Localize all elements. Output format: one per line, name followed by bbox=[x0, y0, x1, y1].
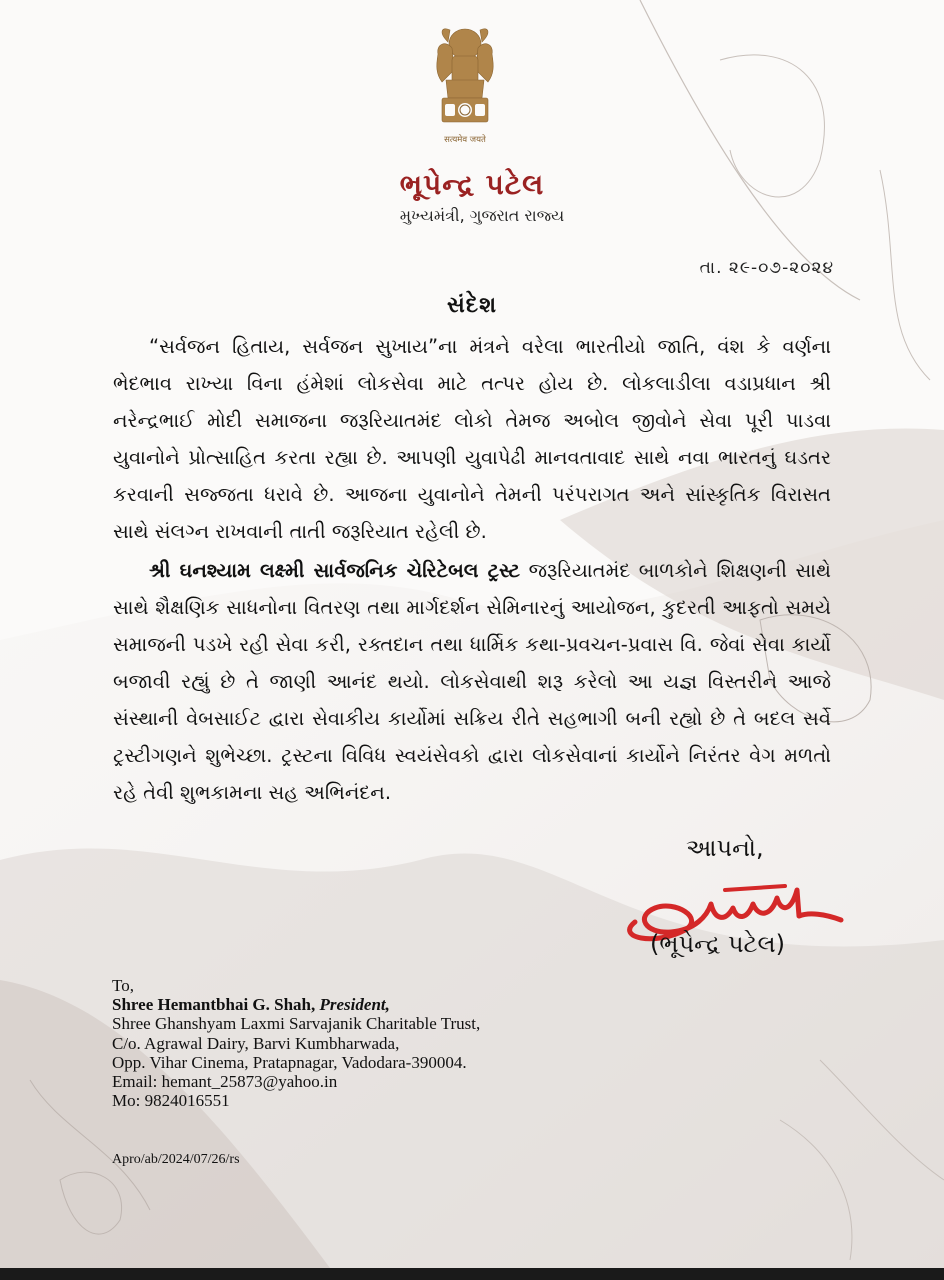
paragraph-1: “સર્વજન હિતાય, સર્વજન સુખાય”ના મંત્રને વરેલા ભારતીયો જાતિ, વંશ કે વર્ણના ભેદભાવ રાખ્યા વિના હંમેશાં લોકસેવા માટે તત્પર હોય છે. લોકલાડીલા વડાપ્રધાન શ્રી નરેન્દ્રભાઈ મોદી સમાજના જરૂરિયાતમંદ લોકો તેમજ અબોલ જીવોને સેવા પૂરી પાડવા યુવાનોને પ્રોત્સાહિત કરતા રહ્યા છે. આપણી યુવાપેઢી માનવતાવાદ સાથે નવા ભારતનું ઘડતર કરવાની સજ્જતા ધરાવે છે. આજના યુવાનોને તેમની પરંપરાગત અને સાંસ્કૃતિક વિરાસત સાથે સંલગ્ન રાખવાની તાતી જરૂરિયાત રહેલી છે. bbox=[113, 335, 831, 543]
address-line-2: C/o. Agrawal Dairy, Barvi Kumbharwada, bbox=[112, 1033, 400, 1053]
letter-date: તા. ૨૯-૦૭-૨૦૨૪ bbox=[699, 258, 834, 278]
recipient-designation: President, bbox=[319, 995, 390, 1015]
address-line-1: Shree Ghanshyam Laxmi Sarvajanik Charitable Trust, bbox=[112, 1014, 481, 1034]
recipient-name: Shree Hemantbhai G. Shah, bbox=[112, 995, 316, 1015]
trust-name: શ્રી ઘનશ્યામ લક્ષ્મી સાર્વજનિક ચેરિટેબલ ટ્રસ્ટ bbox=[149, 559, 521, 582]
signatory-name: (ભૂપેન્દ્ર પટેલ) bbox=[650, 930, 786, 958]
address-line-3: Opp. Vihar Cinema, Pratapnagar, Vadodara-390004. bbox=[112, 1052, 467, 1072]
sender-name: ભૂપેન્દ્ર પટેલ bbox=[399, 168, 545, 201]
address-to: To, bbox=[112, 976, 134, 995]
reference-number: Apro/ab/2024/07/26/rs bbox=[112, 1152, 240, 1167]
letter-body bbox=[113, 328, 831, 811]
recipient-address bbox=[112, 976, 480, 1110]
emblem-motto: सत्यमेव जयते bbox=[444, 135, 486, 145]
recipient-mobile: Mo: 9824016551 bbox=[112, 1091, 230, 1111]
recipient-name-line bbox=[112, 995, 480, 1014]
closing-salutation: આપનો, bbox=[686, 834, 764, 862]
letter-heading: સંદેશ bbox=[446, 293, 498, 318]
paragraph-2-text: જરૂરિયાતમંદ બાળકોને શિક્ષણની સાથે સાથે શૈક્ષણિક સાધનોના વિતરણ તથા માર્ગદર્શન સેમિનારનું આયોજન, કુદરતી આફતો સમયે સમાજની પડખે રહી સેવા કરી, રક્તદાન તથા ધાર્મિક કથા-પ્રવચન-પ્રવાસ વિ. જેવાં સેવા કાર્યો બજાવી રહ્યું છે તે જાણી આનંદ થયો. લોકસેવાથી શરૂ કરેલો આ યજ્ઞ વિસ્તરીને આજે સંસ્થાની વેબસાઈટ દ્વારા સેવાકીય કાર્યોમાં સક્રિય રીતે સહભાગી બની રહ્યો છે તે બદલ સર્વે ટ્રસ્ટીગણને શુભેચ્છા. ટ્રસ્ટના વિવિધ સ્વયંસેવકો દ્વારા લોકસેવાનાં કાર્યોને નિરંતર વેગ મળતો રહે તેવી શુભકામના સહ અભિનંદન. bbox=[113, 559, 831, 804]
sender-title: મુખ્યમંત્રી, ગુજરાત રાજ્ય bbox=[399, 206, 565, 225]
paragraph-2 bbox=[113, 552, 831, 811]
state-emblem-icon bbox=[428, 22, 502, 150]
recipient-email: Email: hemant_25873@yahoo.in bbox=[112, 1072, 338, 1092]
